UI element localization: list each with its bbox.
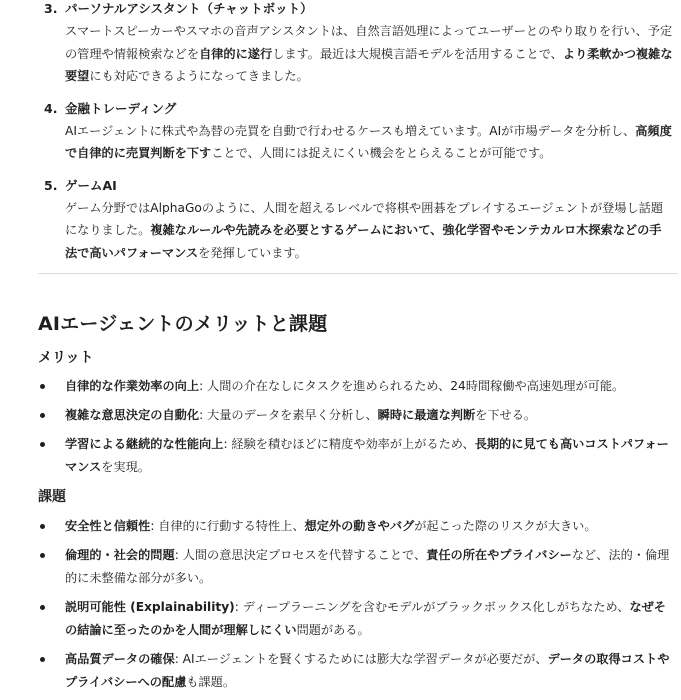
text-segment: など、法的・倫理的に未整備な部分が多い。 — [65, 548, 670, 585]
bold-text-segment: 責任の所在やプライバシー — [426, 548, 572, 562]
list-item — [0, 648, 681, 694]
bold-text-segment: 高頻度で自律的に売買判断を下す — [65, 123, 672, 160]
bullet-icon — [40, 524, 45, 529]
bold-text-segment: 瞬時に最適な判断 — [377, 408, 476, 422]
section-divider — [38, 273, 678, 274]
text-segment: スマートスピーカーやスマホの音声アシスタントは、自然言語処理によってユーザーとのやり取りを行い、予定の管理や情報検索などを — [65, 24, 673, 61]
list-item-title: 金融トレーディング — [65, 100, 177, 116]
bold-text-segment: 高品質データの確保 — [65, 652, 175, 666]
text-segment: : 自律的に行動する特性上、 — [150, 519, 305, 533]
text-segment: : 大量のデータを素早く分析し、 — [199, 408, 378, 422]
bold-text-segment: 自律的に遂行 — [199, 46, 273, 61]
bold-text-segment: 長期的に見ても高いコストパフォーマンス — [65, 437, 669, 474]
bold-text-segment: データの取得コストやプライバシーへの配慮 — [65, 652, 670, 689]
bold-text-segment: より柔軟かつ複雑な要望 — [65, 46, 673, 83]
text-segment: : AIエージェントを賢くするためには膨大な学習データが必要だが、 — [174, 652, 548, 666]
list-item — [0, 544, 681, 590]
list-item — [0, 433, 681, 479]
list-item-title: パーソナルアシスタント（チャットボット） — [65, 1, 313, 16]
numbered-list-item — [0, 97, 681, 165]
bullet-icon — [40, 605, 45, 610]
list-item — [0, 596, 681, 642]
text-segment: ゲーム分野ではAlphaGoのように、人間を超えるレベルで将棋や囲碁をプレイするエージェントが登場し話題になりました。 — [65, 200, 664, 237]
text-segment: : 人間の意思決定プロセスを代替することで、 — [174, 548, 427, 562]
bold-text-segment: 説明可能性 (Explainability) — [65, 600, 235, 614]
merits-list — [0, 375, 681, 485]
bold-text-segment: 複雑な意思決定の自動化 — [65, 408, 200, 422]
section-title: AIエージェントのメリットと課題 — [38, 313, 328, 335]
text-segment: も課題。 — [186, 675, 236, 689]
merits-heading: メリット — [38, 350, 94, 366]
text-segment: にも対応できるようになってきました。 — [89, 69, 309, 83]
text-segment: を実現。 — [101, 460, 150, 474]
text-segment: します。最近は大規模言語モデルを活用することで、 — [272, 46, 563, 61]
bullet-icon — [40, 553, 45, 558]
list-item — [0, 375, 681, 398]
bold-text-segment: 自律的な作業効率の向上 — [65, 379, 200, 393]
list-item-body — [65, 197, 673, 265]
numbered-list — [0, 0, 681, 273]
bullet-icon — [40, 413, 45, 418]
list-number: 5. — [44, 177, 58, 193]
list-number: 3. — [44, 1, 58, 16]
text-segment: を発揮しています。 — [198, 245, 307, 260]
text-segment: ことで、人間には捉えにくい機会をとらえることが可能です。 — [211, 146, 552, 160]
issues-heading: 課題 — [38, 489, 66, 505]
bold-text-segment: なぜその結論に至ったのかを人間が理解しにくい — [65, 600, 666, 637]
bold-text-segment: 想定外の動きやバグ — [304, 519, 415, 533]
bullet-icon — [40, 384, 45, 389]
text-segment: : 人間の介在なしにタスクを進められるため、24時間稼働や高速処理が可能。 — [199, 379, 625, 393]
text-segment: を下せる。 — [475, 408, 537, 422]
text-segment: : ディープラーニングを含むモデルがブラックボックス化しがちなため、 — [234, 600, 630, 614]
text-segment: : 経験を積むほどに精度や効率が上がるため、 — [223, 437, 475, 451]
text-segment: が起こった際のリスクが大きい。 — [414, 519, 597, 533]
list-item-title: ゲームAI — [65, 177, 117, 193]
bold-text-segment: 安全性と信頼性 — [65, 519, 151, 533]
numbered-list-item — [0, 174, 681, 265]
list-item — [0, 404, 681, 427]
text-segment: 問題がある。 — [296, 623, 370, 637]
list-item-body — [65, 120, 673, 165]
issues-list — [0, 515, 681, 700]
list-item — [0, 515, 681, 538]
list-number: 4. — [44, 100, 58, 116]
list-item-body — [65, 20, 673, 88]
bold-text-segment: 倫理的・社会的問題 — [65, 548, 175, 562]
bold-text-segment: 学習による継続的な性能向上 — [65, 437, 224, 451]
numbered-list-item — [0, 0, 681, 88]
bullet-icon — [40, 657, 45, 662]
bold-text-segment: 複雑なルールや先読みを必要とするゲームにおいて、強化学習やモンテカルロ木探索などの手法で高いパフォーマンス — [65, 223, 662, 260]
bullet-icon — [40, 442, 45, 447]
text-segment: AIエージェントに株式や為替の売買を自動で行わせるケースも増えています。AIが市場データを分析し、 — [65, 123, 636, 138]
